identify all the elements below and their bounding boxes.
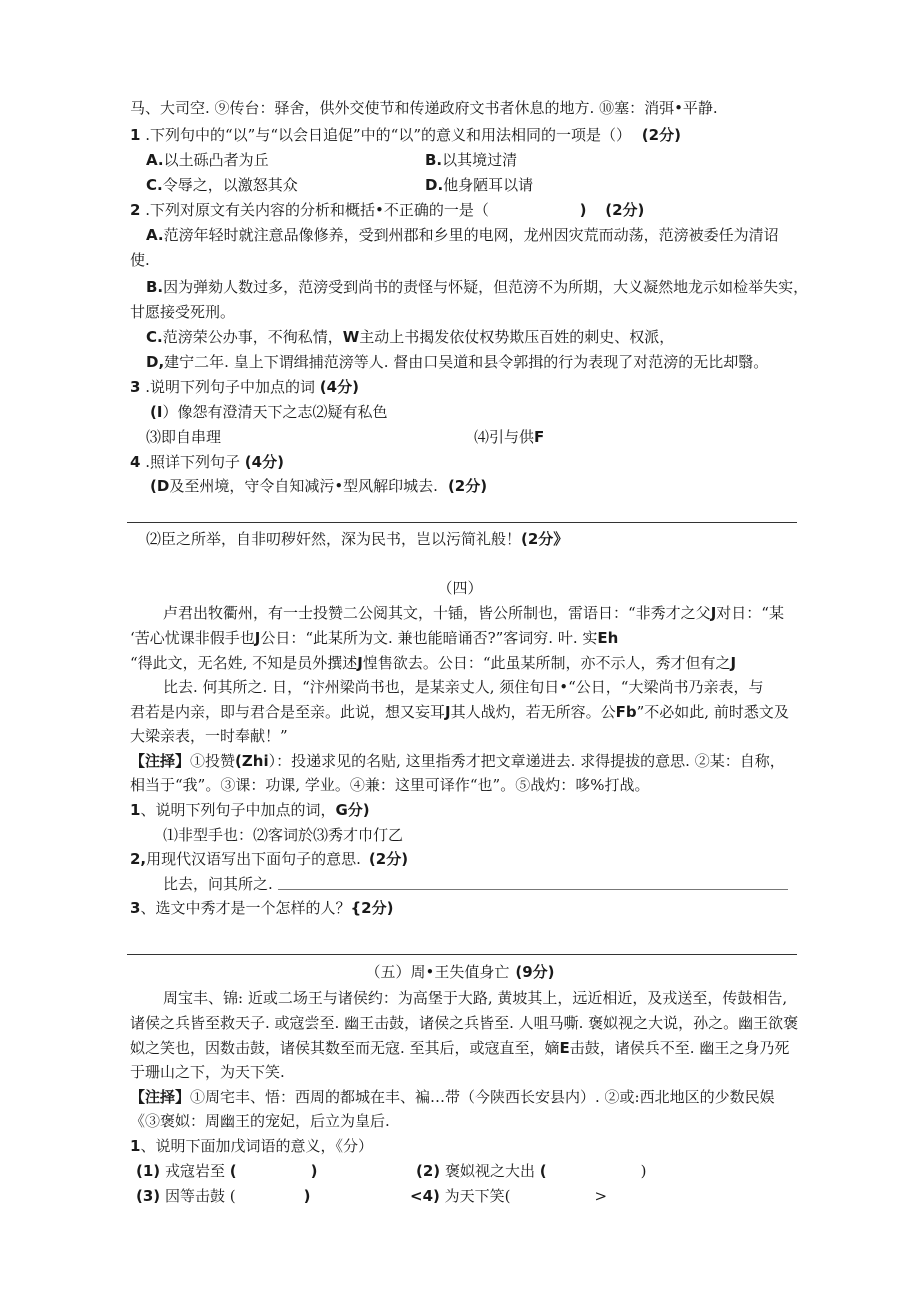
section-title: （五）周•王失值身亡 (9分) bbox=[365, 963, 555, 981]
annotation: 【注择】①周宅丰、悟：西周的都城在丰、褊…带（今陕西长安县内）. ②或:西北地区的少数民娱 bbox=[130, 1088, 775, 1106]
option-d: D.他身陋耳以请 bbox=[425, 176, 534, 194]
answer-line bbox=[127, 954, 797, 955]
passage-line: 大梁亲表，一时奉献！” bbox=[130, 727, 288, 745]
question-1: 1、说明下面加戊词语的意义，《分） bbox=[130, 1137, 373, 1155]
option-a: A.以土砾凸者为丘 bbox=[146, 151, 269, 169]
annotation: 【注择】①投赞(Zhi）：投递求见的名贴, 这里指秀才把文章递进去. 求得提拔的意思. ②某：自称， bbox=[130, 752, 785, 770]
passage-line: 卢君出牧衢州，有一士投赞二公阅其文，十锸，皆公所制也，雷语日：“非秀才之父J对日：“某 bbox=[163, 604, 784, 622]
option-b: B.以其境过清 bbox=[425, 151, 518, 169]
passage-line: “得此文，无名姓, 不知是员外撰述J惶售欲去。公日：“此虽某所制，亦不示人，秀才但有之J bbox=[130, 654, 737, 672]
question-4: 4 .照详下列句子 (4分) bbox=[130, 453, 284, 471]
fill-item-1: (1) 戎寇岩至 ( ) bbox=[136, 1162, 318, 1180]
option-c: C.令辱之，以激怒其众 bbox=[146, 176, 298, 194]
q3-items-1: (I）像怨有澄清天下之志⑵疑有私色 bbox=[150, 403, 388, 421]
passage-line: 周宝丰、锦: 近或二场王与诸侯约：为高堡于大路, 黄坡其上，远近相近，及戎送至，传鼓相告, bbox=[163, 989, 788, 1007]
passage-line: ‘苦心忧课非假手也J公日：“此某所为文. 兼也能暗诵否?”客词穷. 叶. 实Eh bbox=[130, 629, 619, 647]
question-2: 2,用现代汉语写出下面句子的意思. (2分) bbox=[130, 850, 409, 868]
fill-item-4: <4) 为天下笑( > bbox=[410, 1187, 608, 1205]
question-number: 1 bbox=[130, 126, 141, 144]
question-1 bbox=[130, 125, 681, 145]
passage-line: 君若是内亲，即与君合是至亲。此说，想又妄耳J其人战灼，若无所容。公Fb”不必如此, 前时悉文及 bbox=[130, 703, 789, 721]
annotation-cont: 相当于“我”。③课：功课, 学业。④兼：这里可译作“也”。⑤战灼：哆%打战。 bbox=[130, 776, 650, 794]
passage-line: 姒之笑也，因数击鼓，诸侯其数至而无寇. 至其后，或寇直至，嫡E击鼓，诸侯兵不至. 幽王之身乃死 bbox=[130, 1039, 790, 1057]
option-a: A.范滂年轻时就注意品像修养，受到州郡和乡里的电网，龙州因灾荒而动荡，范滂被委任为清诏 bbox=[146, 226, 779, 244]
q4-item-1: (D及至州境，守令自知减污•型风解印城去. (2分) bbox=[150, 477, 488, 495]
passage-line: 诸侯之兵皆至救天子. 或寇尝至. 幽王击鼓，诸侯之兵皆至. 人咀马嘶. 褒姒视之大说，孙之。幽王欲褒 bbox=[130, 1014, 799, 1032]
answer-line bbox=[127, 522, 797, 523]
fill-item-3: (3) 因等击鼓 ( ) bbox=[136, 1187, 311, 1205]
question-score: (2分) bbox=[641, 126, 681, 144]
q3-item-3: ⑶即自串理 bbox=[146, 428, 222, 446]
question-1: 1、说明下列句子中加点的词，G分) bbox=[130, 801, 370, 819]
option-d: D,建宁二年. 皇上下谓缉捕范滂等人. 督由口吴道和县令郭揖的行为表现了对范滂的无比却翳。 bbox=[146, 353, 769, 371]
answer-line bbox=[278, 889, 788, 890]
annotation-cont: 《③褒姒：周幽王的宠妃，后立为皇后. bbox=[130, 1112, 390, 1130]
option-b: B.因为弹劾人数过多，范滂受到尚书的责怪与怀疑，但范滂不为所期，大义凝然地龙示如检举失实， bbox=[146, 278, 809, 296]
option-a-cont: 使. bbox=[130, 251, 150, 269]
passage-line: 比去. 何其所之. 日，“汴州梁尚书也，是某亲丈人, 须住旬日•“公日，“大梁尚书乃亲表，与 bbox=[163, 678, 764, 696]
fill-item-2: (2) 褒姒视之大出 ( ) bbox=[416, 1162, 647, 1180]
q4-item-2: ⑵臣之所举，自非叨秽奸然，深为民书，岂以污简礼般！(2分》 bbox=[146, 530, 569, 548]
question-3: 3 .说明下列句子中加点的词 (4分) bbox=[130, 378, 359, 396]
section-title: （四） bbox=[437, 579, 483, 597]
question-stem: .下列句中的“以”与“以会日追促”中的“以”的意义和用法相同的一项是（） bbox=[145, 126, 632, 144]
q3-item-4: ⑷引与供F bbox=[474, 428, 545, 446]
option-c: C.范滂荣公办事，不徇私情，W主动上书揭发依仗权势欺压百姓的刺史、权派， bbox=[146, 328, 675, 346]
q2-sentence: 比去，问其所之. bbox=[163, 875, 273, 893]
question-3: 3、选文中秀才是一个怎样的人？{2分) bbox=[130, 899, 394, 917]
q1-items: ⑴非型手也：⑵客词於⑶秀才巾仃乙 bbox=[163, 826, 404, 844]
note-line-continuation: 马、大司空. ⑨传台：驿舍，供外交使节和传递政府文书者休息的地方. ⑩塞：消弭•平静. bbox=[130, 99, 718, 117]
question-2: 2 .下列对原文有关内容的分析和概括•不正确的一是（ ) (2分) bbox=[130, 201, 645, 219]
option-b-cont: 甘愿接受死刑。 bbox=[130, 303, 236, 321]
passage-line: 于珊山之下，为天下笑. bbox=[130, 1063, 285, 1081]
